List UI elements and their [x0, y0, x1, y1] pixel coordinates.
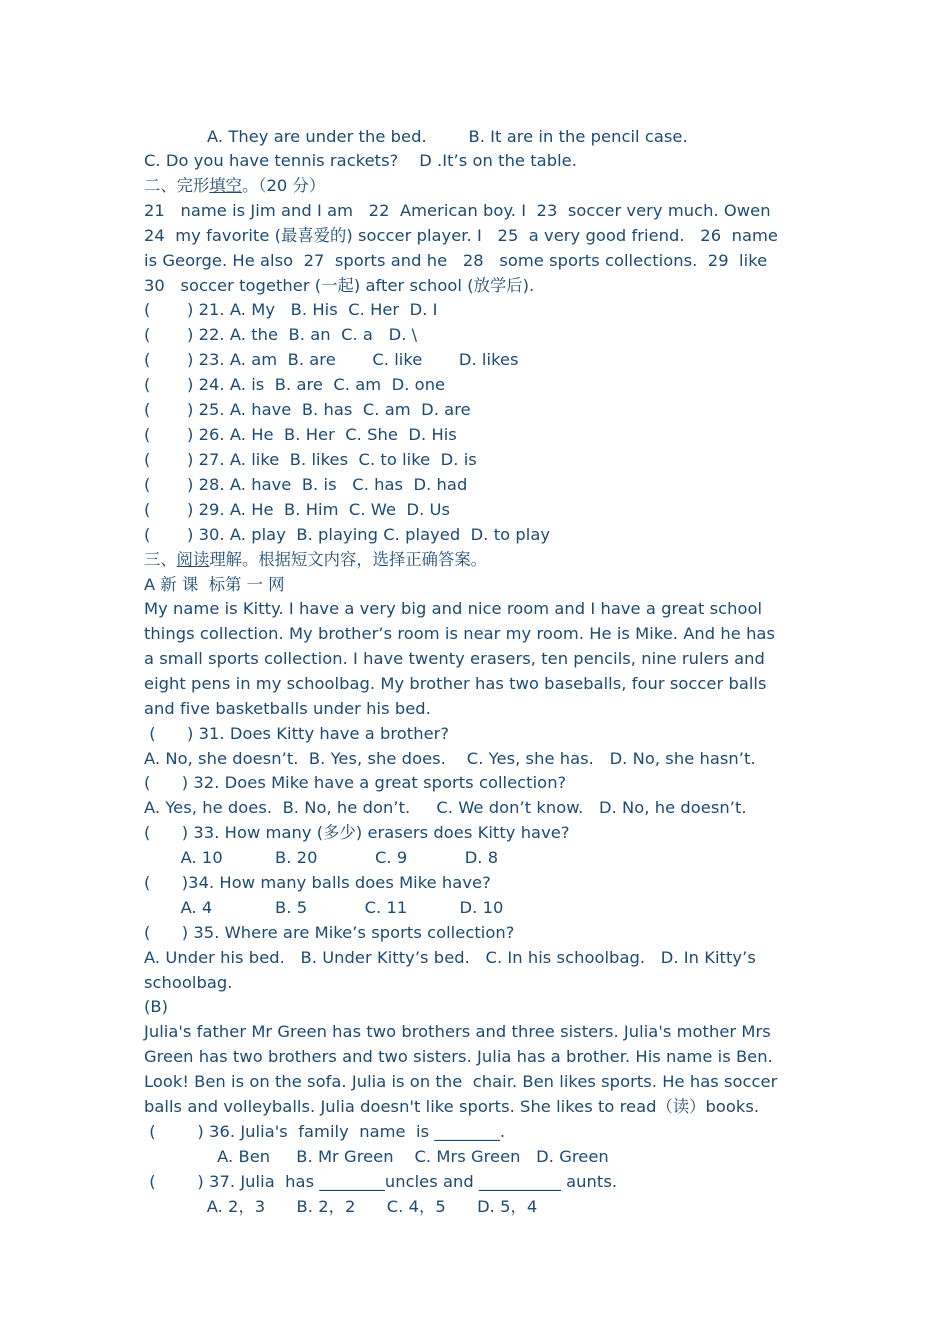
- question-29: ( ) 29. A. He B. Him C. We D. Us: [144, 500, 451, 519]
- question-32: ( ) 32. Does Mike have a great sports collection?: [144, 773, 567, 792]
- question-33: ( ) 33. How many (多少) erasers does Kitty have?: [144, 823, 570, 842]
- section-3-underlined: 阅读: [176, 550, 210, 569]
- passage-b-line: Julia's father Mr Green has two brothers and three sisters. Julia's mother Mrs: [144, 1022, 771, 1041]
- passage-b-line: Look! Ben is on the sofa. Julia is on the chair. Ben likes sports. He has soccer: [144, 1072, 778, 1091]
- section-2-prefix: 二、完形: [144, 176, 210, 195]
- passage-a-line: things collection. My brother’s room is near my room. He is Mike. And he has: [144, 624, 775, 643]
- question-28: ( ) 28. A. have B. is C. has D. had: [144, 475, 468, 494]
- passage-a-line: eight pens in my schoolbag. My brother has two baseballs, four soccer balls: [144, 674, 767, 693]
- question-35: ( ) 35. Where are Mike’s sports collection?: [144, 923, 515, 942]
- question-34-options: A. 4 B. 5 C. 11 D. 10: [144, 898, 504, 917]
- question-35-options: schoolbag.: [144, 973, 233, 992]
- question-37: ( ) 37. Julia has ________uncles and __________ aunts.: [144, 1172, 618, 1191]
- section-2-suffix: 。（20 分）: [242, 176, 326, 195]
- question-37-options: A. 2，3 B. 2，2 C. 4，5 D. 5，4: [144, 1197, 538, 1216]
- question-26: ( ) 26. A. He B. Her C. She D. His: [144, 425, 457, 444]
- section-2-underlined: 填空: [209, 176, 242, 195]
- q-options-line: C. Do you have tennis rackets? D .It’s on the table.: [144, 151, 577, 170]
- question-21: ( ) 21. A. My B. His C. Her D. I: [144, 300, 438, 319]
- passage-a-label: A 新 课 标第 一 网: [144, 575, 285, 594]
- q-options-line: A. They are under the bed. B. It are in the pencil case.: [207, 127, 688, 146]
- section-3-prefix: 三、: [144, 550, 177, 569]
- question-34: ( )34. How many balls does Mike have?: [144, 873, 491, 892]
- question-31: ( ) 31. Does Kitty have a brother?: [144, 724, 450, 743]
- question-30: ( ) 30. A. play B. playing C. played D. to play: [144, 525, 551, 544]
- question-36: ( ) 36. Julia's family name is ________.: [144, 1122, 506, 1141]
- question-36-options: A. Ben B. Mr Green C. Mrs Green D. Green: [144, 1147, 609, 1166]
- section-2-heading: [144, 176, 325, 196]
- cloze-passage-line: is George. He also 27 sports and he 28 some sports collections. 29 like: [144, 251, 768, 270]
- question-22: ( ) 22. A. the B. an C. a D. \: [144, 325, 418, 344]
- passage-b-line: balls and volleyballs. Julia doesn't like sports. She likes to read（读）books.: [144, 1097, 760, 1116]
- question-35-options: A. Under his bed. B. Under Kitty’s bed. C. In his schoolbag. D. In Kitty’s: [144, 948, 756, 967]
- cloze-passage-line: 21 name is Jim and I am 22 American boy. I 23 soccer very much. Owen: [144, 201, 771, 220]
- section-3-heading: [144, 550, 487, 570]
- question-24: ( ) 24. A. is B. are C. am D. one: [144, 375, 446, 394]
- section-3-suffix: 理解。根据短文内容，选择正确答案。: [209, 550, 487, 569]
- passage-a-line: My name is Kitty. I have a very big and nice room and I have a great school: [144, 599, 763, 618]
- question-25: ( ) 25. A. have B. has C. am D. are: [144, 400, 471, 419]
- question-33-options: A. 10 B. 20 C. 9 D. 8: [144, 848, 499, 867]
- question-32-options: A. Yes, he does. B. No, he don’t. C. We don’t know. D. No, he doesn’t.: [144, 798, 747, 817]
- passage-b-label: (B): [144, 997, 169, 1016]
- question-31-options: A. No, she doesn’t. B. Yes, she does. C. Yes, she has. D. No, she hasn’t.: [144, 749, 756, 768]
- question-23: ( ) 23. A. am B. are C. like D. likes: [144, 350, 519, 369]
- cloze-passage-line: 24 my favorite (最喜爱的) soccer player. I 25 a very good friend. 26 name: [144, 226, 778, 245]
- passage-a-line: a small sports collection. I have twenty erasers, ten pencils, nine rulers and: [144, 649, 765, 668]
- cloze-passage-line: 30 soccer together (一起) after school (放学后).: [144, 276, 535, 295]
- passage-a-line: and five basketballs under his bed.: [144, 699, 431, 718]
- passage-b-line: Green has two brothers and two sisters. Julia has a brother. His name is Ben.: [144, 1047, 773, 1066]
- question-27: ( ) 27. A. like B. likes C. to like D. is: [144, 450, 477, 469]
